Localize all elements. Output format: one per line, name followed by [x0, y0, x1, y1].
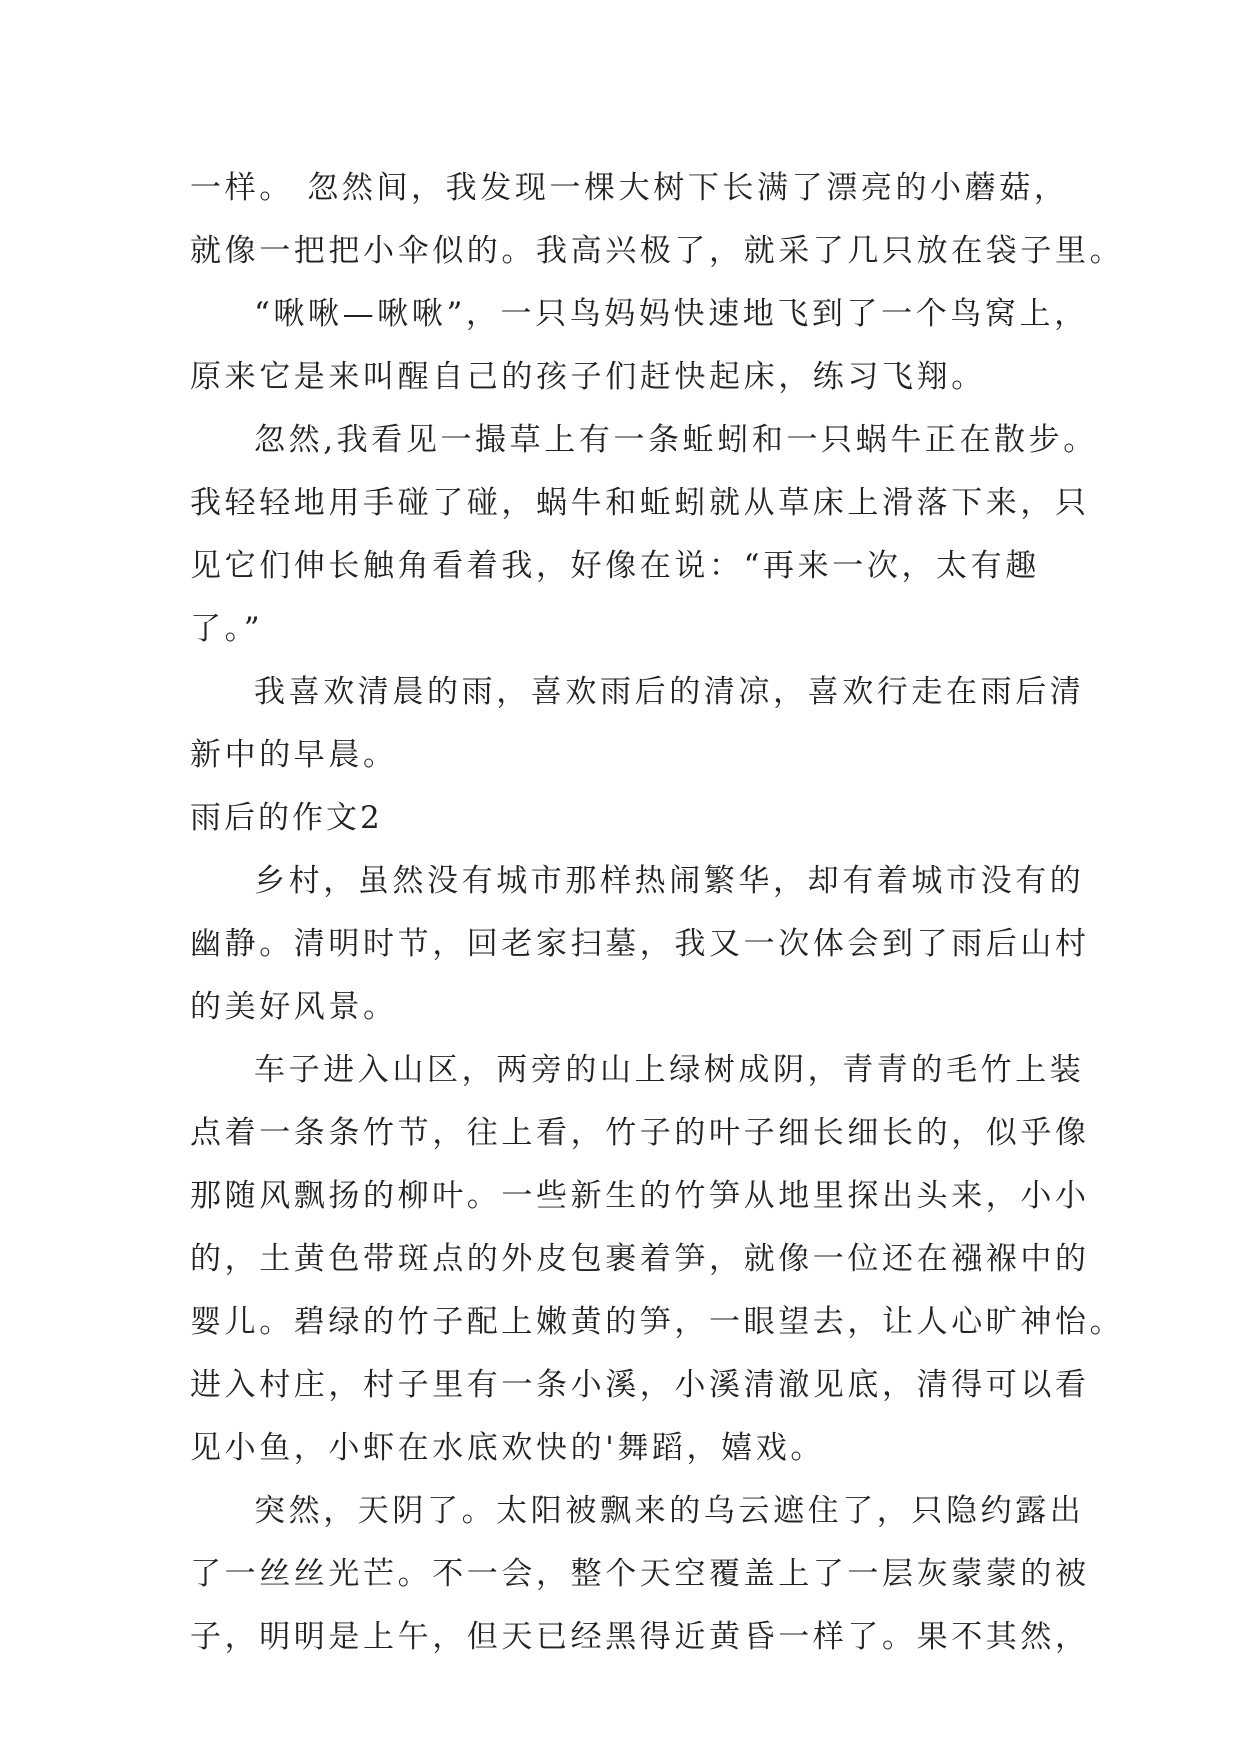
- text-line: 我轻轻地用手碰了碰，蜗牛和蚯蚓就从草床上滑落下来，只: [190, 485, 1090, 521]
- paragraph-start-line: 我喜欢清晨的雨，喜欢雨后的清凉，喜欢行走在雨后清: [254, 674, 1085, 710]
- essay-title: 雨后的作文2: [190, 800, 383, 836]
- text-line: 的，土黄色带斑点的外皮包裹着笋，就像一位还在襁褓中的: [190, 1241, 1090, 1277]
- text-line: 新中的早晨。: [190, 737, 398, 773]
- essay-body: [190, 157, 1125, 1669]
- text-line: 那随风飘扬的柳叶。一些新生的竹笋从地里探出头来，小小: [190, 1178, 1090, 1214]
- paragraph-start-line: “啾啾—啾啾”，一只鸟妈妈快速地飞到了一个鸟窝上，: [254, 296, 1089, 332]
- text-line: 子，明明是上午，但天已经黑得近黄昏一样了。果不其然，: [190, 1619, 1090, 1655]
- text-line: 一样。 忽然间，我发现一棵大树下长满了漂亮的小蘑菇，: [190, 170, 1069, 206]
- text-line: 了一丝丝光芒。不一会，整个天空覆盖上了一层灰蒙蒙的被: [190, 1556, 1090, 1592]
- text-line: 进入村庄，村子里有一条小溪，小溪清澈见底，清得可以看: [190, 1367, 1090, 1403]
- text-line: 见小鱼，小虾在水底欢快的'舞蹈，嬉戏。: [190, 1430, 825, 1466]
- text-line: 的美好风景。: [190, 989, 398, 1025]
- text-line: 幽静。清明时节，回老家扫墓，我又一次体会到了雨后山村: [190, 926, 1090, 962]
- text-line: 婴儿。碧绿的竹子配上嫩黄的笋，一眼望去，让人心旷神怡。: [190, 1304, 1125, 1340]
- paragraph-start-line: 忽然,我看见一撮草上有一条蚯蚓和一只蜗牛正在散步。: [254, 422, 1098, 458]
- text-line: 点着一条条竹节，往上看，竹子的叶子细长细长的，似乎像: [190, 1115, 1090, 1151]
- text-line: 见它们伸长触角看着我，好像在说：“再来一次，太有趣: [190, 548, 1040, 584]
- text-line: 就像一把把小伞似的。我高兴极了，就采了几只放在袋子里。: [190, 233, 1125, 269]
- paragraph-start-line: 乡村，虽然没有城市那样热闹繁华，却有着城市没有的: [254, 863, 1085, 899]
- text-line: 了。”: [190, 611, 264, 647]
- paragraph-start-line: 车子进入山区，两旁的山上绿树成阴，青青的毛竹上装: [254, 1052, 1085, 1088]
- paragraph-start-line: 突然，天阴了。太阳被飘来的乌云遮住了，只隐约露出: [254, 1493, 1085, 1529]
- text-line: 原来它是来叫醒自己的孩子们赶快起床，练习飞翔。: [190, 359, 986, 395]
